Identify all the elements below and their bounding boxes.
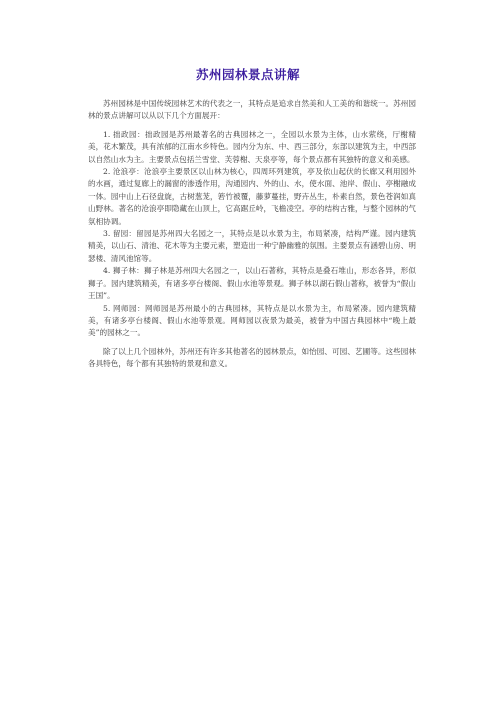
- list-item-zhuozheng-garden: 1. 拙政园：拙政园是苏州最著名的古典园林之一，全园以水景为主体，山水萦绕，厅榭精美，花木繁茂，具有浓郁的江南水乡特色。园内分为东、中、西三部分，东部以建筑为主，中西部以自然山水为主。主要景点包括兰雪堂、芙蓉榭、天泉亭等，每个景点都有其独特的意义和美感。: [88, 129, 416, 164]
- list-item-lingering-garden: 3. 留园：留园是苏州四大名园之一，其特点是以水景为主，布局紧凑，结构严谨。园内建筑精美，以山石、清池、花木等为主要元素，塑造出一种宁静幽雅的氛围。主要景点有涵碧山房、明瑟楼、清风池馆等。: [88, 229, 416, 263]
- list-item-master-of-nets-garden: 5. 网师园：网师园是苏州最小的古典园林，其特点是以水景为主，布局紧凑。园内建筑精美，有诸多亭台楼阁、假山水池等景观。网师园以夜景为最美，被誉为中国古典园林中“晚上最美”的园林之一。: [88, 303, 416, 338]
- closing-paragraph: 除了以上几个园林外，苏州还有许多其他著名的园林景点，如怡园、可园、艺圃等。这些园林各具特色，每个都有其独特的景观和意义。: [88, 346, 416, 369]
- list-item-lion-grove: 4. 狮子林：狮子林是苏州四大名园之一，以山石著称，其特点是叠石堆山，形态各异，形似狮子。园内建筑精美，有诸多亭台楼阁、假山水池等景观。狮子林以湖石假山著称，被誉为“假山王国”。: [88, 266, 416, 301]
- document-body: [88, 98, 416, 371]
- intro-paragraph: 苏州园林是中国传统园林艺术的代表之一，其特点是追求自然美和人工美的和谐统一。苏州园林的景点讲解可以从以下几个方面展开：: [88, 99, 416, 121]
- list-item-canglang-pavilion: 2. 沧浪亭：沧浪亭主要景区以山林为核心，四周环列建筑，亭及依山起伏的长廊又利用园外的水画，通过复廊上的漏窗的渗透作用，沟通园内、外的山、水，使水面、池岸、假山、亭榭融成一体。园中山上石径盘旋，古树葱茏，箬竹被覆，藤萝蔓挂，野卉丛生，朴素自然，景色苍润如真山野林。著名的沧浪亭即隐藏在山顶上，它高踞丘岭，飞檐凌空。亭的结构古雅，与整个园林的气氛相协调。: [88, 167, 416, 226]
- document-title: 苏州园林景点讲解: [195, 67, 300, 82]
